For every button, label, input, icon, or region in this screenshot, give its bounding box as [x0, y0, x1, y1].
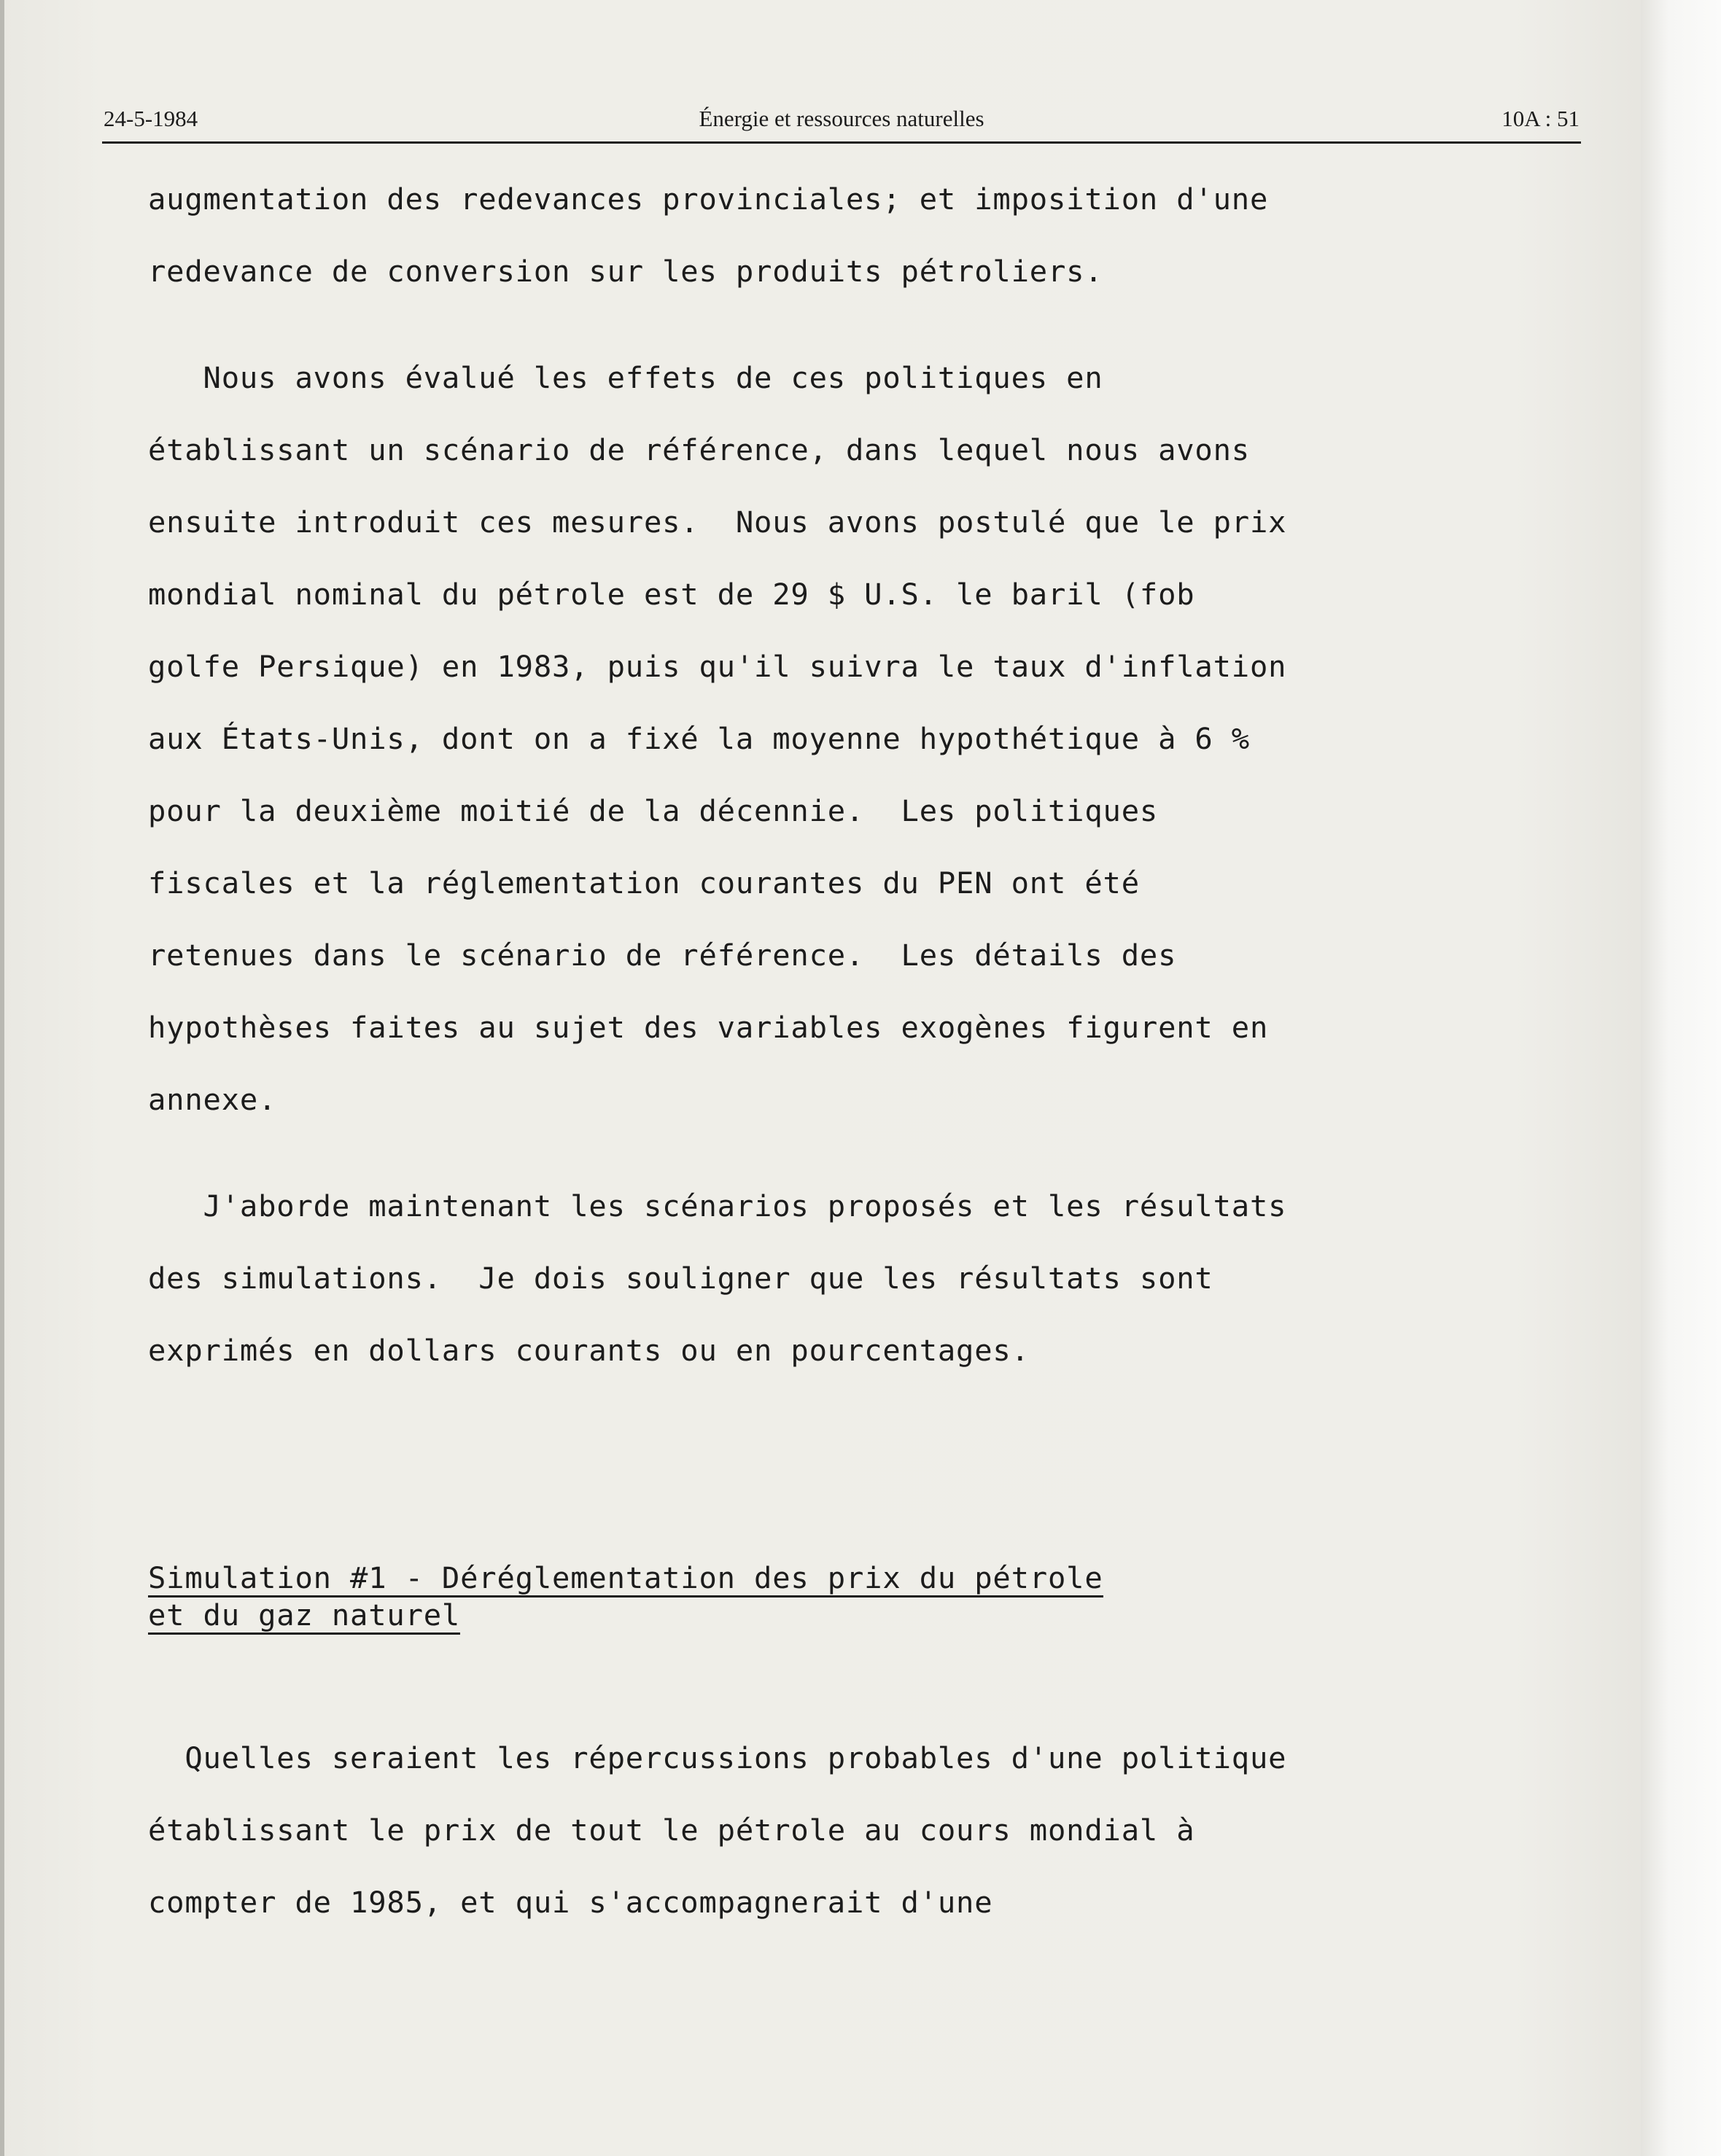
- paragraph-gap: [148, 1149, 1534, 1183]
- text-line: établissant un scénario de référence, dans lequel nous avons: [148, 432, 1250, 467]
- text-line: des simulations. Je dois souligner que les résultats sont: [148, 1261, 1213, 1296]
- section-heading: [148, 1560, 1103, 1635]
- text-line: compter de 1985, et qui s'accompagnerait d'une: [148, 1885, 993, 1920]
- header-title: Énergie et ressources naturelles: [699, 106, 984, 131]
- text-line: établissant le prix de tout le pétrole au cours mondial à: [148, 1813, 1195, 1848]
- text-line: annexe.: [148, 1082, 277, 1117]
- text-line: retenues dans le scénario de référence. Les détails des: [148, 938, 1177, 973]
- text-line: golfe Persique) en 1983, puis qu'il suivra le taux d'inflation: [148, 649, 1287, 684]
- body-text: [148, 176, 1534, 1400]
- paragraph-3: [148, 1183, 1534, 1400]
- text-line: aux États-Unis, dont on a fixé la moyenne hypothétique à 6 %: [148, 721, 1250, 756]
- header-date: 24-5-1984: [104, 106, 198, 131]
- paragraph-2: [148, 355, 1534, 1149]
- text-line: fiscales et la réglementation courantes du PEN ont été: [148, 865, 1140, 900]
- header-page-number: 10A : 51: [1501, 106, 1580, 131]
- text-line: redevance de conversion sur les produits pétroliers.: [148, 254, 1103, 289]
- header-rule: [102, 141, 1581, 144]
- final-paragraph: [148, 1735, 1534, 1952]
- text-line: pour la deuxième moitié de la décennie. Les politiques: [148, 793, 1159, 828]
- text-line: ensuite introduit ces mesures. Nous avons postulé que le prix: [148, 505, 1287, 540]
- text-line: Quelles seraient les répercussions probables d'une politique: [148, 1740, 1287, 1775]
- paragraph-1: [148, 176, 1534, 321]
- text-line: Nous avons évalué les effets de ces politiques en: [148, 360, 1103, 395]
- page-left-edge: [0, 0, 4, 2156]
- running-head: [104, 106, 1580, 142]
- section-heading-line-1: Simulation #1 - Déréglementation des prix du pétrole: [148, 1560, 1103, 1597]
- text-line: exprimés en dollars courants ou en pourcentages.: [148, 1333, 1030, 1368]
- section-heading-line-2: et du gaz naturel: [148, 1597, 460, 1635]
- text-line: hypothèses faites au sujet des variables exogènes figurent en: [148, 1010, 1269, 1045]
- text-line: J'aborde maintenant les scénarios proposés et les résultats: [148, 1188, 1287, 1223]
- text-line: mondial nominal du pétrole est de 29 $ U.S. le baril (fob: [148, 577, 1195, 612]
- paragraph-gap: [148, 321, 1534, 355]
- text-line: augmentation des redevances provinciales; et imposition d'une: [148, 182, 1269, 217]
- page-right-margin: [1641, 0, 1721, 2156]
